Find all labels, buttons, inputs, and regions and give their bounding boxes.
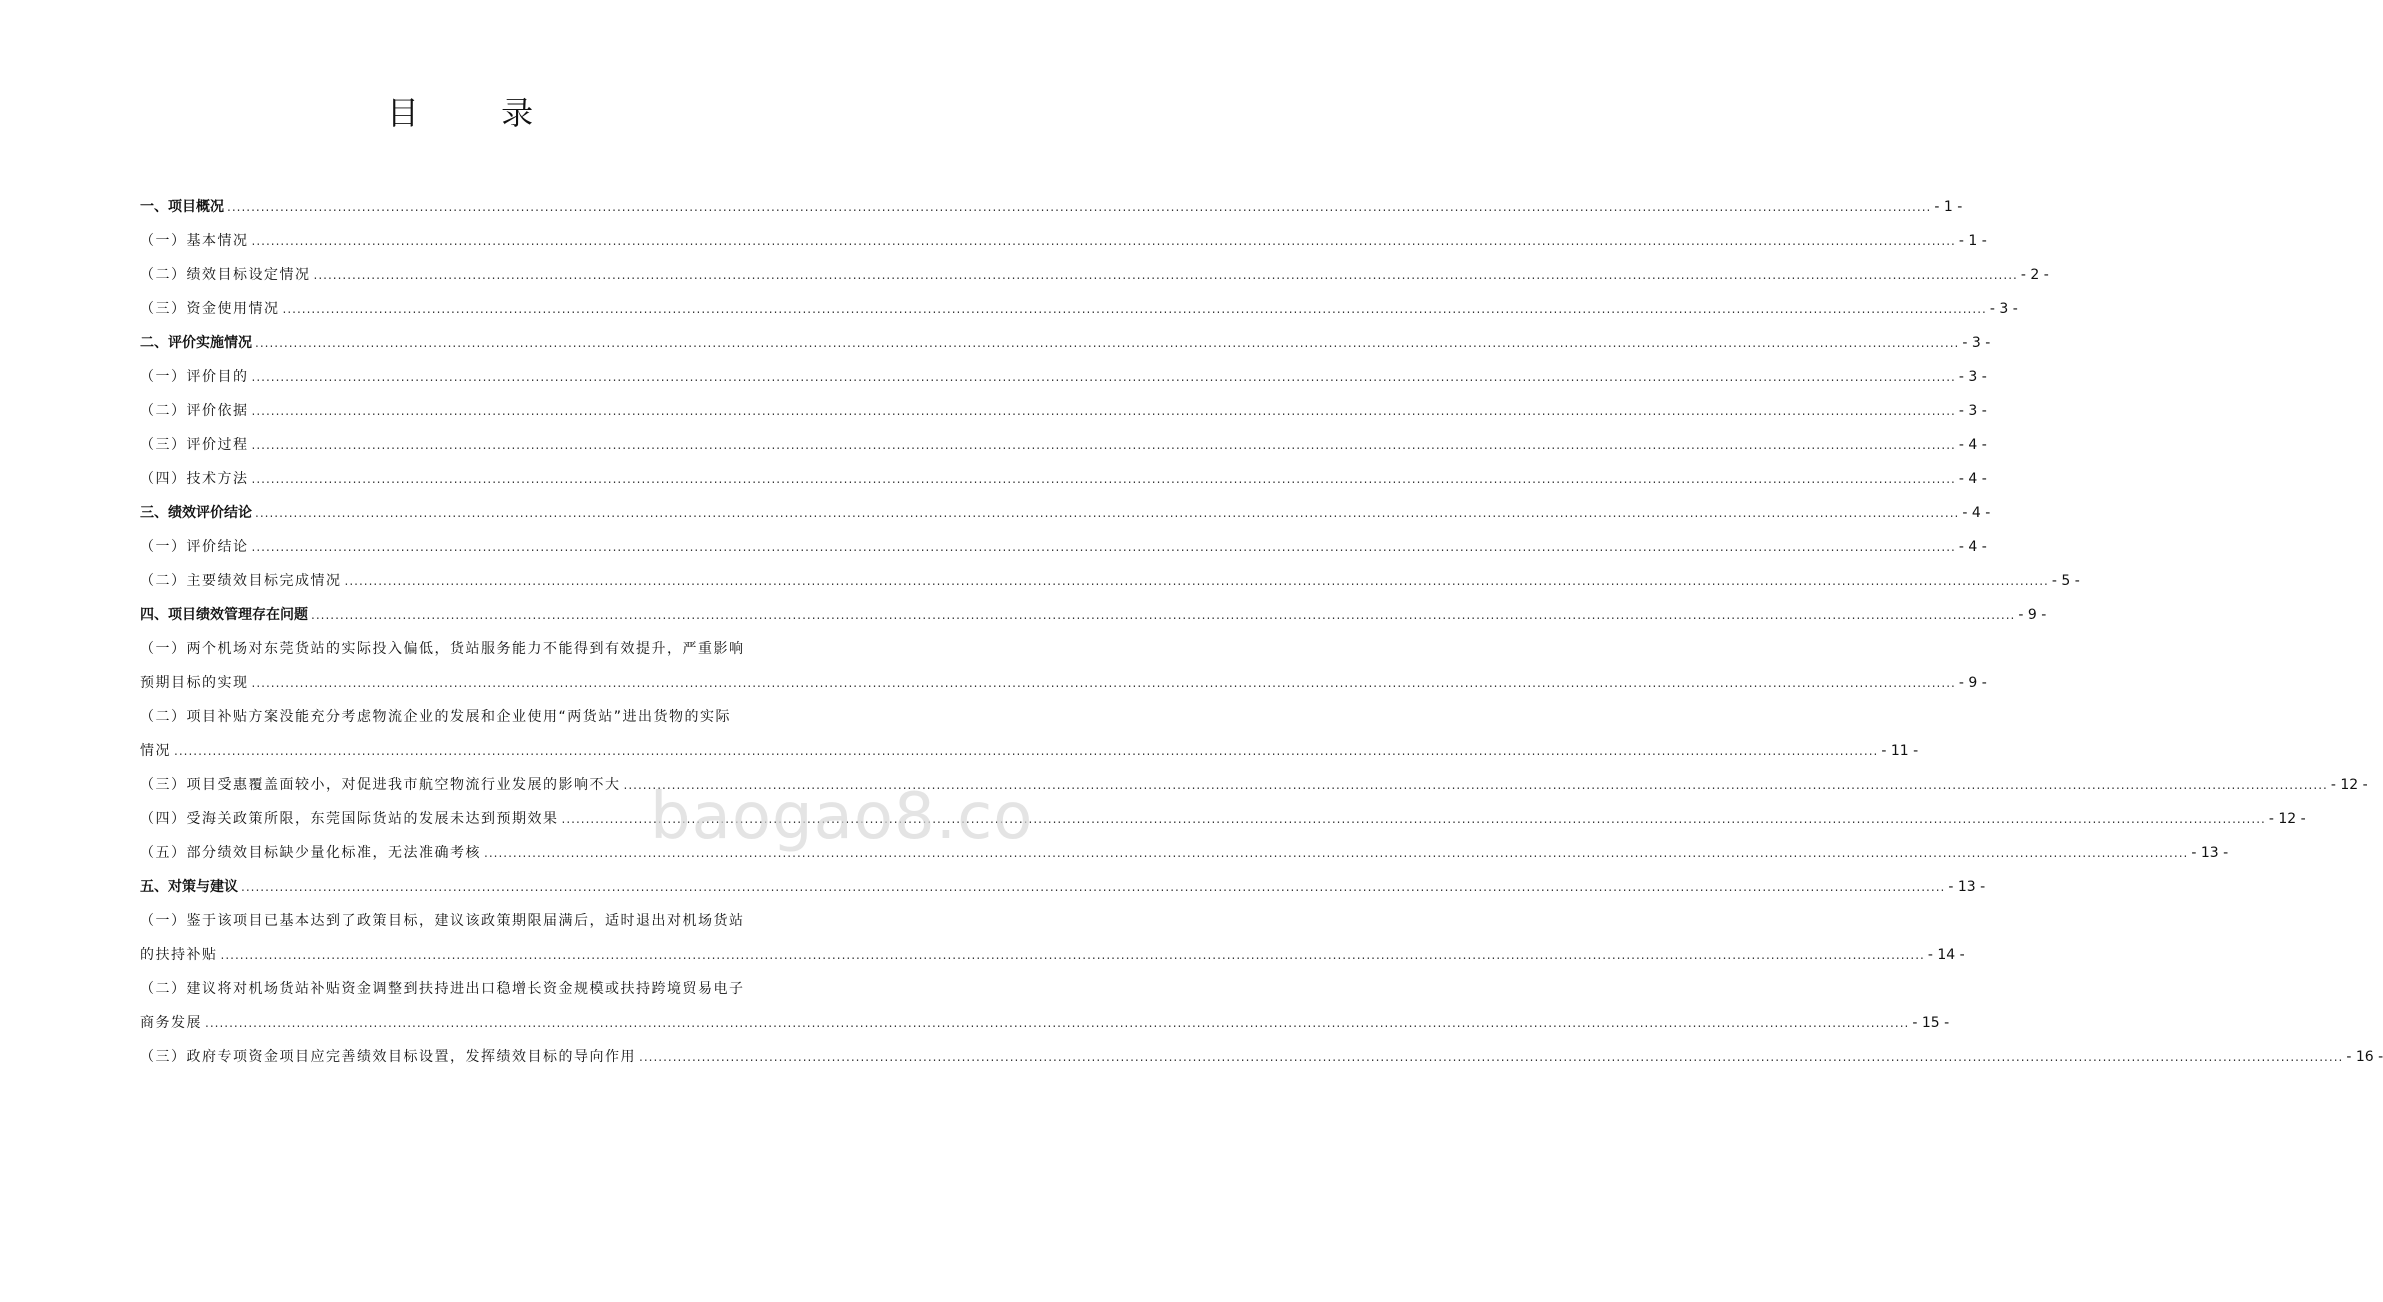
toc-page-number: - 13 - — [2191, 845, 2229, 861]
toc-entry-label: （二）建议将对机场货站补贴资金调整到扶持进出口稳增长资金规模或扶持跨境贸易电子 — [140, 981, 745, 997]
toc-entry-label: （二）项目补贴方案没能充分考虑物流企业的发展和企业使用“两货站”进出货物的实际 — [140, 709, 732, 725]
dot-leader — [639, 1040, 2343, 1074]
toc-page-number: - 3 - — [1958, 403, 1987, 419]
toc-subsection-entry[interactable] — [140, 224, 1987, 258]
toc-subsection-entry[interactable] — [140, 360, 1987, 394]
toc-page-number: - 4 - — [1958, 539, 1987, 555]
toc-page-number: - 12 - — [2330, 777, 2368, 793]
toc-entry-label: （一）评价结论 — [140, 539, 249, 555]
toc-section-entry[interactable] — [140, 326, 1991, 360]
watermark: baogao8.co — [650, 780, 1034, 854]
dot-leader — [255, 326, 1959, 360]
toc-entry-label: 一、项目概况 — [140, 199, 224, 215]
toc-subsection-entry[interactable] — [140, 768, 2368, 802]
toc-subsection-entry[interactable] — [140, 564, 2080, 598]
dot-leader — [255, 496, 1959, 530]
toc-title: 目 录 — [386, 94, 570, 132]
toc-page-number: - 13 - — [1948, 879, 1986, 895]
toc-page-number: - 16 - — [2346, 1049, 2383, 1065]
dot-leader — [252, 530, 1956, 564]
toc-page-number: - 11 - — [1881, 743, 1919, 759]
toc-section-entry[interactable] — [140, 870, 1986, 904]
toc-entry-label: （二）评价依据 — [140, 403, 249, 419]
toc-entry-label: （四）受海关政策所限，东莞国际货站的发展未达到预期效果 — [140, 811, 559, 827]
toc-subsection-entry[interactable] — [140, 428, 1987, 462]
toc-entry-label: （五）部分绩效目标缺少量化标准，无法准确考核 — [140, 845, 481, 861]
toc-page-number: - 1 - — [1958, 233, 1987, 249]
dot-leader — [562, 802, 2266, 836]
toc-subsection-entry[interactable] — [140, 292, 2018, 326]
toc-entry-label: （二）主要绩效目标完成情况 — [140, 573, 342, 589]
dot-leader — [624, 768, 2328, 802]
dot-leader — [484, 836, 2188, 870]
toc-page-number: - 4 - — [1958, 437, 1987, 453]
dot-leader — [252, 666, 1956, 700]
toc-entry-label: （一）评价目的 — [140, 369, 249, 385]
toc-page-number: - 1 - — [1934, 199, 1963, 215]
dot-leader — [252, 360, 1956, 394]
dot-leader — [241, 870, 1945, 904]
toc-section-entry[interactable] — [140, 598, 2047, 632]
toc-page-number: - 14 - — [1927, 947, 1965, 963]
toc-subsection-entry[interactable] — [140, 394, 1987, 428]
toc-page-number: - 4 - — [1958, 471, 1987, 487]
toc-entry-label: （一）鉴于该项目已基本达到了政策目标，建议该政策期限届满后，适时退出对机场货站 — [140, 913, 745, 929]
toc-entry-label-continued: 的扶持补贴 — [140, 947, 218, 963]
toc-page-number: - 5 - — [2051, 573, 2080, 589]
toc-subsection-entry[interactable] — [140, 632, 1987, 700]
toc-section-entry[interactable] — [140, 190, 1963, 224]
toc-page-number: - 4 - — [1962, 505, 1991, 521]
toc-entry-label: （一）两个机场对东莞货站的实际投入偏低，货站服务能力不能得到有效提升，严重影响 — [140, 641, 745, 657]
toc-entry-label: 五、对策与建议 — [140, 879, 238, 895]
toc-entry-label: （四）技术方法 — [140, 471, 249, 487]
toc-subsection-entry[interactable] — [140, 802, 2306, 836]
toc-subsection-entry[interactable] — [140, 462, 1987, 496]
toc-page-number: - 3 - — [1989, 301, 2018, 317]
toc-subsection-entry[interactable] — [140, 700, 1919, 768]
toc-entry-label: （三）评价过程 — [140, 437, 249, 453]
toc-subsection-entry[interactable] — [140, 972, 1950, 1040]
toc-page-number: - 12 - — [2268, 811, 2306, 827]
toc-entry-label: 二、评价实施情况 — [140, 335, 252, 351]
toc-subsection-entry[interactable] — [140, 258, 2049, 292]
toc-page-number: - 15 - — [1912, 1015, 1950, 1031]
toc-entry-label-continued: 商务发展 — [140, 1015, 202, 1031]
toc-entry-label-continued: 预期目标的实现 — [140, 675, 249, 691]
dot-leader — [252, 224, 1956, 258]
toc-section-entry[interactable] — [140, 496, 1991, 530]
dot-leader — [311, 598, 2015, 632]
toc-entry-label: 四、项目绩效管理存在问题 — [140, 607, 308, 623]
toc-subsection-entry[interactable] — [140, 836, 2229, 870]
dot-leader — [314, 258, 2018, 292]
toc-page-number: - 3 - — [1958, 369, 1987, 385]
toc-entry-label: （一）基本情况 — [140, 233, 249, 249]
toc-entry-label: （三）项目受惠覆盖面较小，对促进我市航空物流行业发展的影响不大 — [140, 777, 621, 793]
dot-leader — [283, 292, 1987, 326]
toc-page-number: - 3 - — [1962, 335, 1991, 351]
dot-leader — [345, 564, 2049, 598]
toc-subsection-entry[interactable] — [140, 1040, 2383, 1074]
toc-entry-label: 三、绩效评价结论 — [140, 505, 252, 521]
toc-subsection-entry[interactable] — [140, 530, 1987, 564]
toc-entry-label: （二）绩效目标设定情况 — [140, 267, 311, 283]
dot-leader — [252, 428, 1956, 462]
dot-leader — [252, 394, 1956, 428]
dot-leader — [227, 190, 1931, 224]
toc-page-number: - 2 - — [2020, 267, 2049, 283]
dot-leader — [221, 938, 1925, 972]
dot-leader — [174, 734, 1878, 768]
dot-leader — [252, 462, 1956, 496]
toc-page-number: - 9 - — [2018, 607, 2047, 623]
toc-entry-label-continued: 情况 — [140, 743, 171, 759]
toc-entry-label: （三）资金使用情况 — [140, 301, 280, 317]
dot-leader — [205, 1006, 1909, 1040]
toc-entry-label: （三）政府专项资金项目应完善绩效目标设置，发挥绩效目标的导向作用 — [140, 1049, 636, 1065]
toc-page-number: - 9 - — [1958, 675, 1987, 691]
toc-subsection-entry[interactable] — [140, 904, 1965, 972]
